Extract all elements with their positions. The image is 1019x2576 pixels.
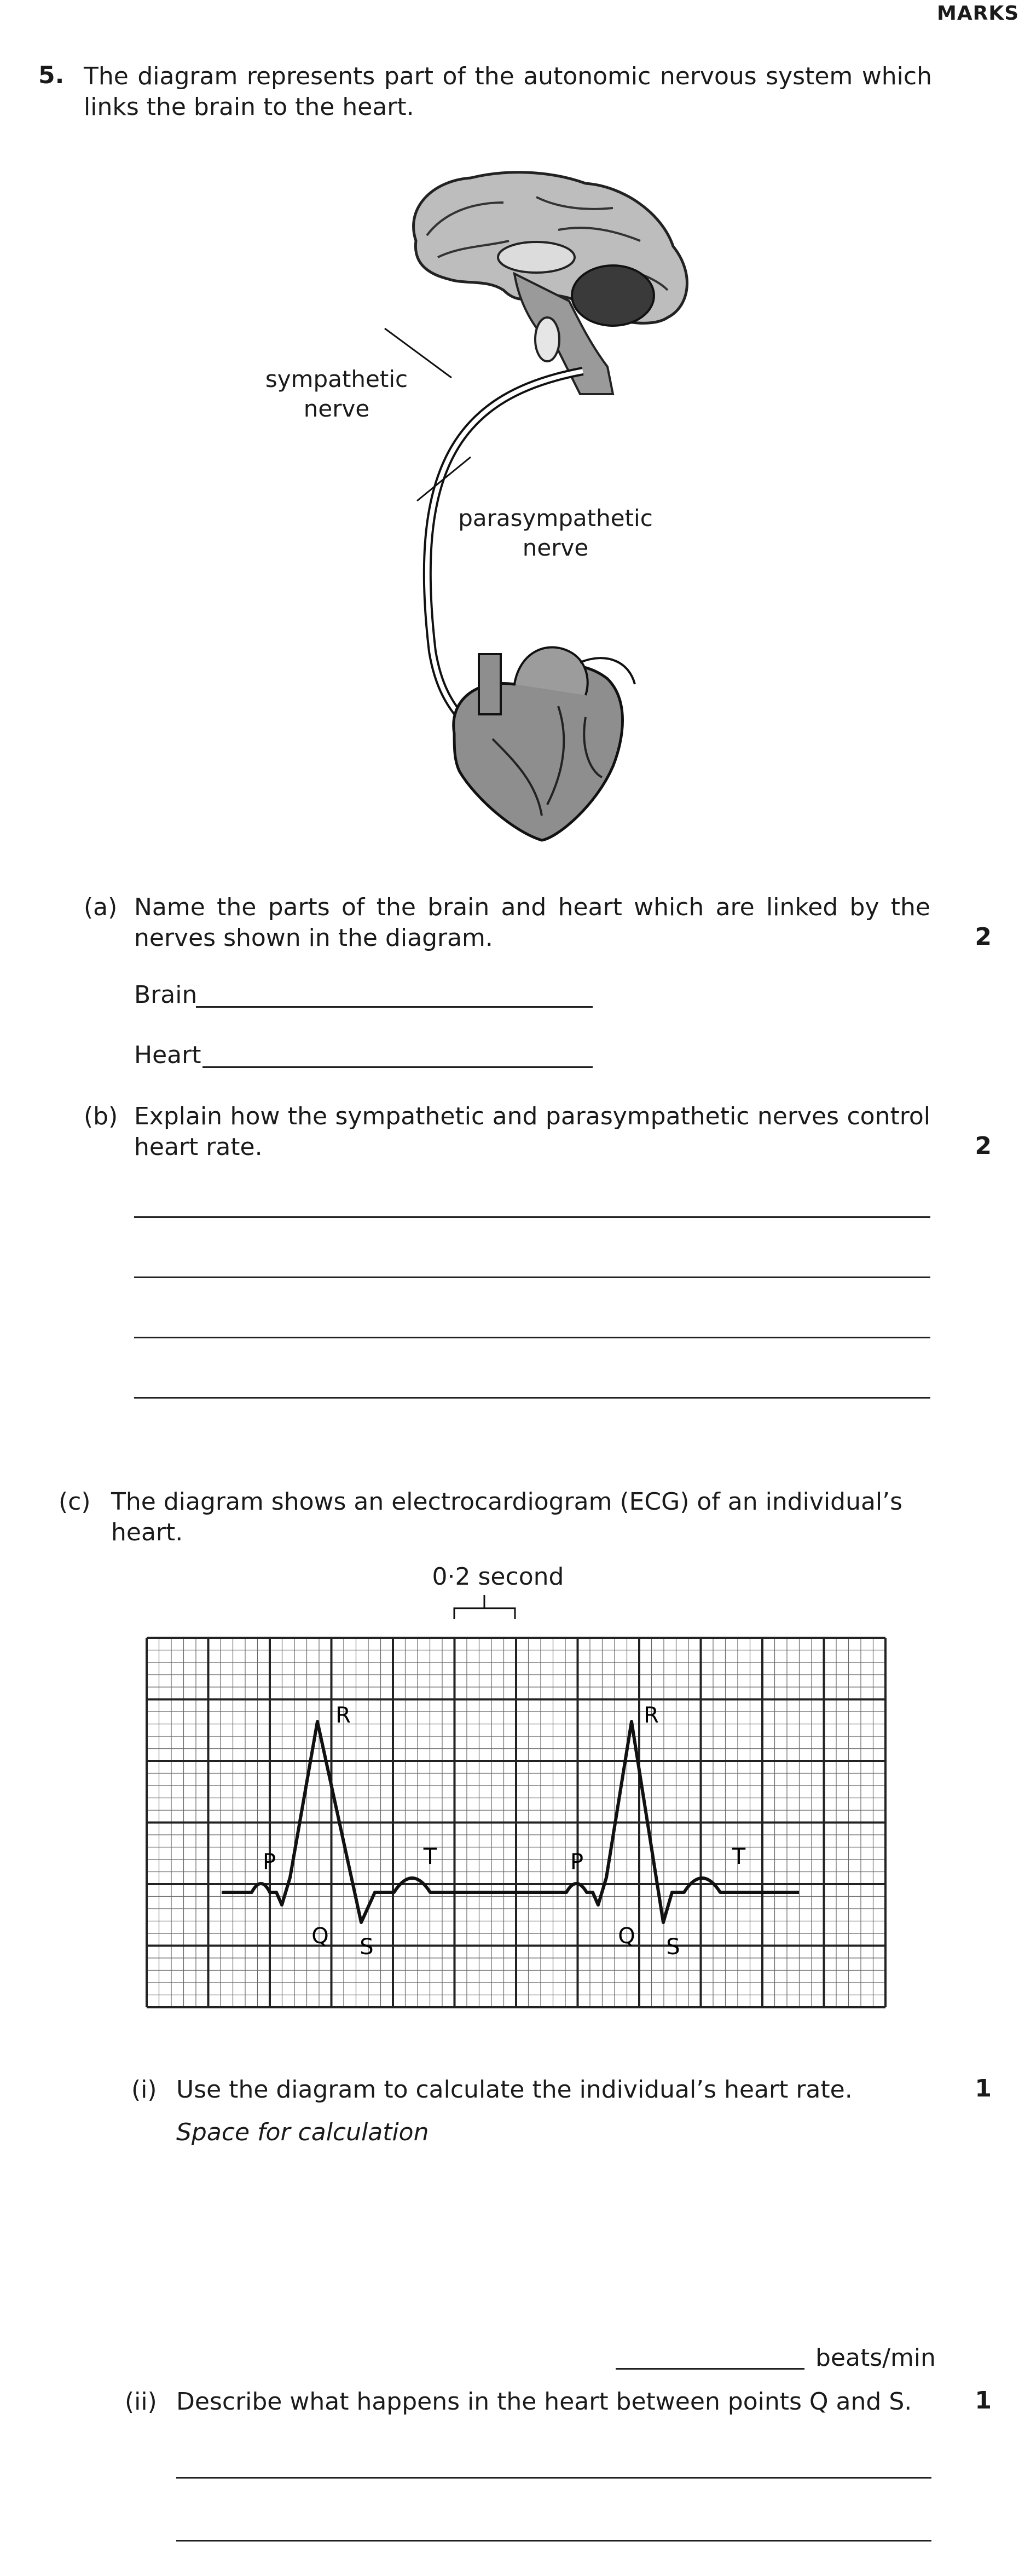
- part-b-answer-line-3[interactable]: [134, 1337, 930, 1338]
- part-b-marks: 2: [975, 1132, 992, 1160]
- part-c-i-text: Use the diagram to calculate the individual’s heart rate.: [176, 2076, 853, 2104]
- part-b-letter: (b): [84, 1102, 118, 1130]
- heart-label: Heart: [134, 1041, 201, 1069]
- part-a-text: Name the parts of the brain and heart which are linked by the nerves shown in the diagram.: [134, 893, 930, 952]
- wave-label-s: S: [666, 1934, 680, 1960]
- part-c-ii-num: (ii): [125, 2388, 157, 2416]
- brain-answer-line[interactable]: [196, 1006, 593, 1008]
- wave-label-s: S: [360, 1934, 374, 1960]
- wave-label-r: R: [335, 1703, 351, 1728]
- wave-label-t: T: [423, 1844, 437, 1869]
- wave-label-p: P: [262, 1850, 276, 1875]
- parasympathetic-label-line1: parasympathetic: [458, 505, 653, 532]
- question-intro: The diagram represents part of the autonomic nervous system which links the brain to the heart.: [84, 62, 932, 121]
- part-b-answer-line-1[interactable]: [134, 1216, 930, 1218]
- sympathetic-label: [260, 365, 413, 424]
- heart-rate-unit: beats/min: [815, 2344, 936, 2372]
- heart-answer-line[interactable]: [202, 1066, 593, 1068]
- wave-label-p: P: [570, 1850, 584, 1875]
- brain-label: Brain: [134, 981, 198, 1009]
- parasympathetic-label: [454, 504, 657, 563]
- marks-header: MARKS: [937, 2, 1019, 25]
- wave-label-q: Q: [618, 1924, 635, 1949]
- part-c-ii-text: Describe what happens in the heart between points Q and S.: [176, 2388, 912, 2416]
- question-number: 5.: [38, 61, 65, 89]
- scale-bracket: [454, 1595, 515, 1619]
- part-b-answer-line-2[interactable]: [134, 1277, 930, 1278]
- part-c-ii-answer-line-1[interactable]: [176, 2477, 931, 2479]
- calculation-space-label: Space for calculation: [176, 2118, 429, 2146]
- part-c-letter: (c): [59, 1488, 91, 1516]
- part-c-text: The diagram shows an electrocardiogram (ECG) of an individual’s heart.: [111, 1488, 903, 1546]
- ecg-diagram: [131, 1587, 898, 2025]
- scale-label: 0·2 second: [432, 1563, 564, 1591]
- sympathetic-label-line2: nerve: [303, 395, 370, 422]
- part-b-answer-line-4[interactable]: [134, 1397, 930, 1399]
- part-a-marks: 2: [975, 923, 992, 951]
- part-b-text: Explain how the sympathetic and parasympathetic nerves control heart rate.: [134, 1102, 930, 1161]
- heart-illustration: [454, 648, 635, 841]
- part-a-letter: (a): [84, 893, 118, 921]
- wave-label-q: Q: [311, 1924, 329, 1949]
- heart-rate-answer-line[interactable]: [616, 2368, 804, 2370]
- part-c-i-marks: 1: [975, 2075, 992, 2103]
- part-c-ii-answer-line-2[interactable]: [176, 2540, 931, 2542]
- sympathetic-label-line1: sympathetic: [265, 366, 408, 392]
- parasympathetic-label-line2: nerve: [522, 534, 589, 561]
- wave-label-r: R: [644, 1703, 659, 1728]
- wave-label-t: T: [732, 1844, 746, 1869]
- part-c-i-num: (i): [131, 2076, 157, 2104]
- brain-illustration: [414, 172, 687, 394]
- part-c-ii-marks: 1: [975, 2387, 992, 2415]
